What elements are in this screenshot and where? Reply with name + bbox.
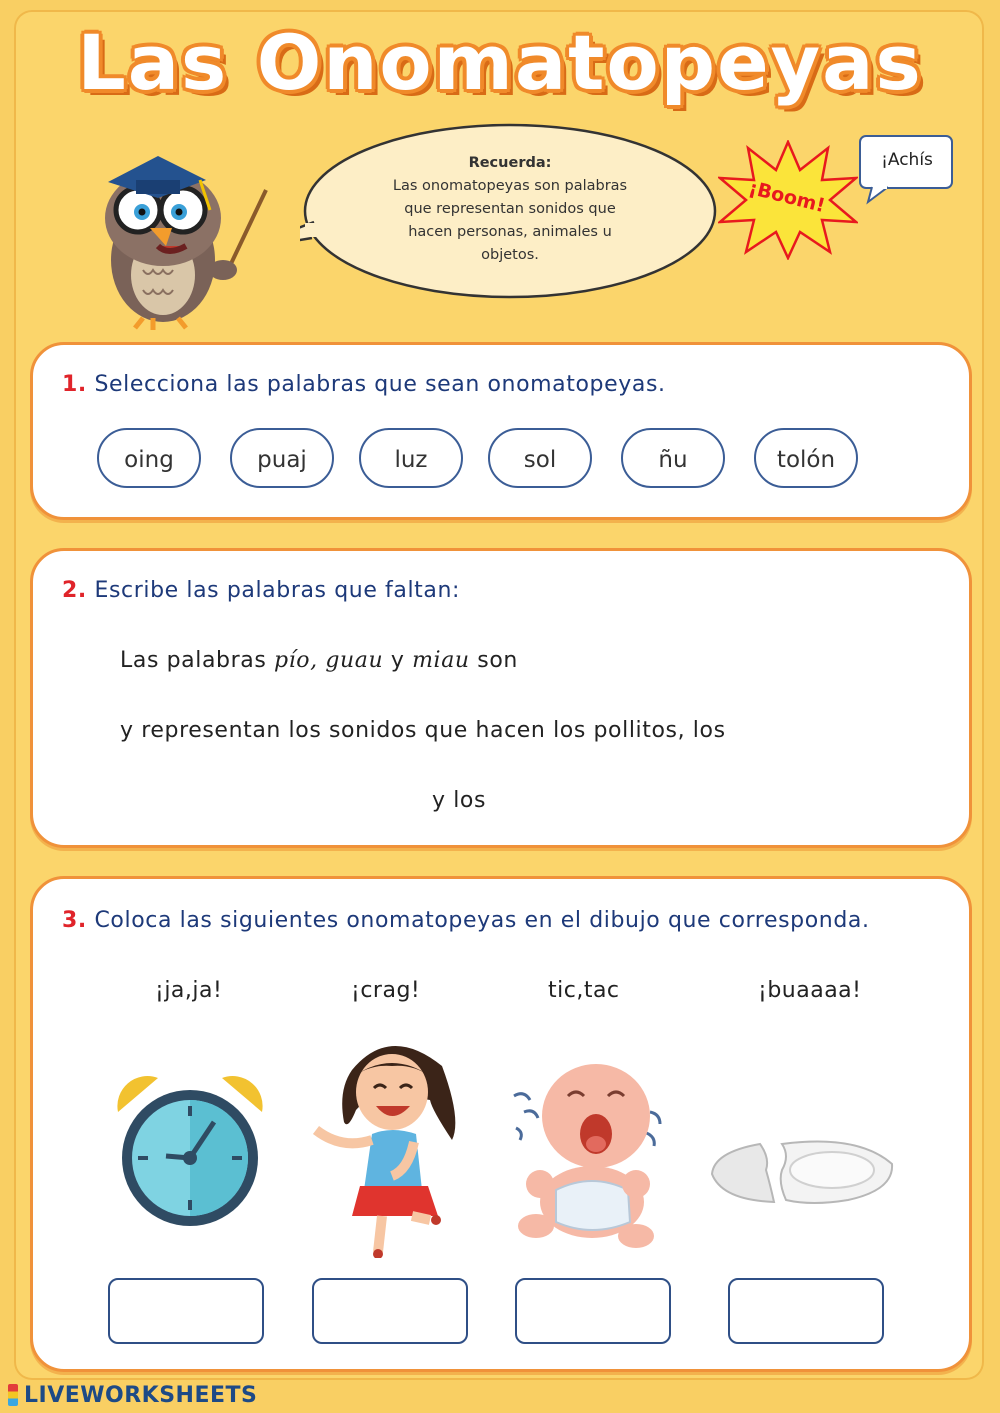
draggable-word[interactable]: ¡ja,ja! (155, 978, 223, 1003)
example-words: pío, guau (273, 648, 384, 673)
reminder-heading: Recuerda: (468, 155, 552, 171)
sentence-line-3: y los (432, 788, 487, 813)
reminder-line: Las onomatopeyas son palabras (392, 178, 628, 194)
achis-label: ¡Achís (881, 150, 933, 170)
draggable-word[interactable]: ¡crag! (351, 978, 421, 1003)
alarm-clock-icon (112, 1070, 268, 1232)
boom-label: ¡Boom! (746, 176, 828, 218)
answer-box[interactable] (515, 1278, 671, 1344)
small-speech-bubble (858, 134, 954, 206)
laughing-girl-icon (312, 1030, 472, 1258)
question-text: Selecciona las palabras que sean onomatopeyas. (94, 372, 666, 397)
owl-teacher-icon (88, 150, 278, 330)
option-pill[interactable]: sol (488, 428, 592, 488)
draggable-word[interactable]: ¡buaaaa! (758, 978, 862, 1003)
footer-logo-text: LIVEWORKSHEETS (24, 1383, 258, 1408)
example-word: miau (412, 648, 470, 673)
reminder-line: objetos. (481, 247, 539, 263)
question-number: 2. (62, 578, 87, 603)
sentence-text: y (390, 648, 405, 673)
logo-icon (8, 1384, 18, 1406)
question-number: 1. (62, 372, 87, 397)
draggable-word[interactable]: tic,tac (548, 978, 620, 1003)
question-1-prompt (62, 372, 666, 397)
sentence-line-2: y representan los sonidos que hacen los pollitos, los (120, 718, 726, 743)
sentence-text: Las palabras (120, 648, 267, 673)
reminder-line: hacen personas, animales u (408, 224, 612, 240)
footer-logo (8, 1383, 257, 1408)
reminder-line: que representan sonidos que (404, 201, 616, 217)
answer-box[interactable] (728, 1278, 884, 1344)
sentence-text: son (477, 648, 518, 673)
option-pill[interactable]: ñu (621, 428, 725, 488)
page-title: Las Onomatopeyas (77, 18, 923, 107)
question-number: 3. (62, 908, 87, 933)
option-pill[interactable]: luz (359, 428, 463, 488)
crying-baby-icon (512, 1052, 670, 1248)
question-text: Escribe las palabras que faltan: (94, 578, 461, 603)
option-pill[interactable]: oing (97, 428, 201, 488)
broken-plate-icon (708, 1134, 896, 1208)
answer-box[interactable] (312, 1278, 468, 1344)
question-2-prompt (62, 578, 460, 603)
option-pill[interactable]: puaj (230, 428, 334, 488)
answer-box[interactable] (108, 1278, 264, 1344)
option-pill[interactable]: tolón (754, 428, 858, 488)
sentence-line-1 (120, 648, 518, 673)
question-text: Coloca las siguientes onomatopeyas en el dibujo que corresponda. (94, 908, 870, 933)
question-3-prompt (62, 908, 870, 933)
reminder-text (360, 152, 660, 267)
